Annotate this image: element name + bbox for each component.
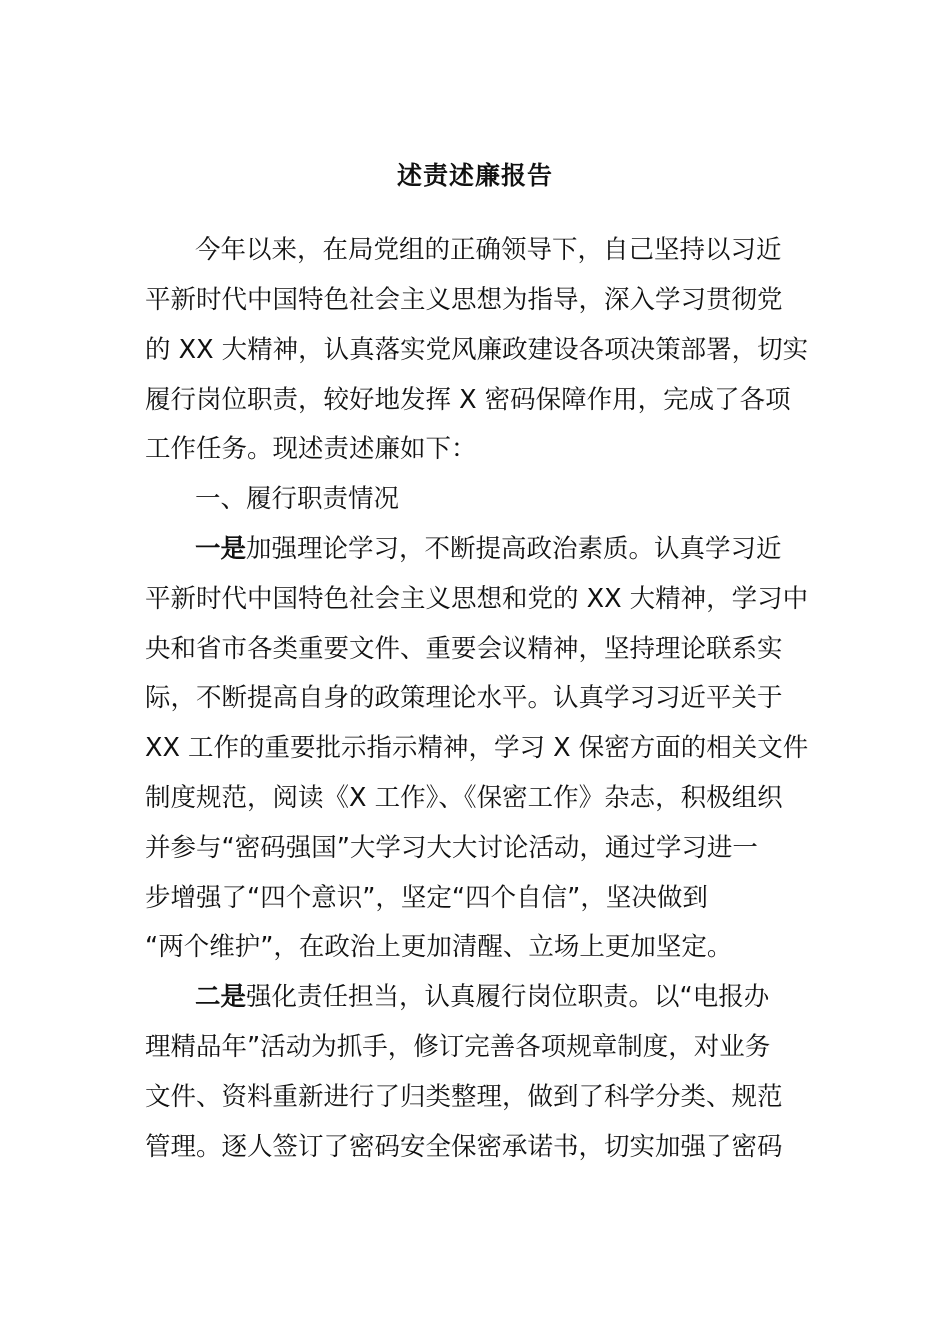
paragraph-line bbox=[145, 929, 815, 965]
line-text: 制度规范，阅读《X 工作》、《保密工作》杂志，积极组织 bbox=[145, 783, 783, 813]
paragraph-line bbox=[145, 1129, 815, 1165]
line-text: 的 XX 大精神，认真落实党风廉政建设各项决策部署，切实 bbox=[145, 335, 809, 365]
paragraph-line bbox=[195, 531, 815, 567]
paragraph-line bbox=[145, 282, 815, 318]
paragraph-line bbox=[145, 1029, 815, 1065]
paragraph-line bbox=[145, 382, 815, 418]
paragraph-line bbox=[145, 581, 815, 617]
line-text: 平新时代中国特色社会主义思想和党的 XX 大精神，学习中 bbox=[145, 584, 809, 614]
paragraph-line bbox=[195, 979, 815, 1015]
line-text: 加强理论学习，不断提高政治素质。认真学习近 bbox=[246, 534, 782, 564]
paragraph-line bbox=[145, 780, 815, 816]
line-text: 履行岗位职责，较好地发挥 X 密码保障作用，完成了各项 bbox=[145, 385, 791, 415]
paragraph-line bbox=[145, 880, 815, 916]
line-text: 理精品年”活动为抓手，修订完善各项规章制度，对业务 bbox=[145, 1032, 771, 1062]
line-text: XX 工作的重要批示指示精神，学习 X 保密方面的相关文件 bbox=[145, 733, 809, 763]
paragraph-line bbox=[145, 730, 815, 766]
paragraph-line bbox=[145, 431, 815, 467]
document-title: 述责述廉报告 bbox=[396, 161, 553, 190]
line-text: 步增强了“四个意识”，坚定“四个自信”，坚决做到 bbox=[145, 883, 708, 913]
lead-phrase: 二是 bbox=[195, 982, 247, 1012]
line-text: 并参与“密码强国”大学习大大讨论活动，通过学习进一 bbox=[145, 833, 758, 863]
line-text: 文件、资料重新进行了归类整理，做到了科学分类、规范 bbox=[145, 1082, 783, 1112]
line-text: “两个维护”，在政治上更加清醒、立场上更加坚定。 bbox=[145, 932, 733, 962]
line-text: 一、履行职责情况 bbox=[195, 484, 400, 514]
paragraph-line bbox=[145, 631, 815, 667]
line-text: 强化责任担当，认真履行岗位职责。以“电报办 bbox=[246, 982, 770, 1012]
line-text: 管理。逐人签订了密码安全保密承诺书，切实加强了密码 bbox=[145, 1132, 783, 1162]
line-text: 际，不断提高自身的政策理论水平。认真学习习近平关于 bbox=[145, 683, 783, 713]
lead-phrase: 一是 bbox=[195, 534, 247, 564]
line-text: 央和省市各类重要文件、重要会议精神，坚持理论联系实 bbox=[145, 634, 783, 664]
paragraph-line bbox=[195, 232, 815, 268]
paragraph-line bbox=[145, 332, 815, 368]
section-heading bbox=[195, 481, 815, 517]
line-text: 工作任务。现述责述廉如下： bbox=[145, 434, 477, 464]
line-text: 平新时代中国特色社会主义思想为指导，深入学习贯彻党 bbox=[145, 285, 783, 315]
paragraph-line bbox=[145, 1079, 815, 1115]
paragraph-line bbox=[145, 680, 815, 716]
line-text: 今年以来，在局党组的正确领导下，自己坚持以习近 bbox=[195, 235, 782, 265]
paragraph-line bbox=[145, 830, 815, 866]
